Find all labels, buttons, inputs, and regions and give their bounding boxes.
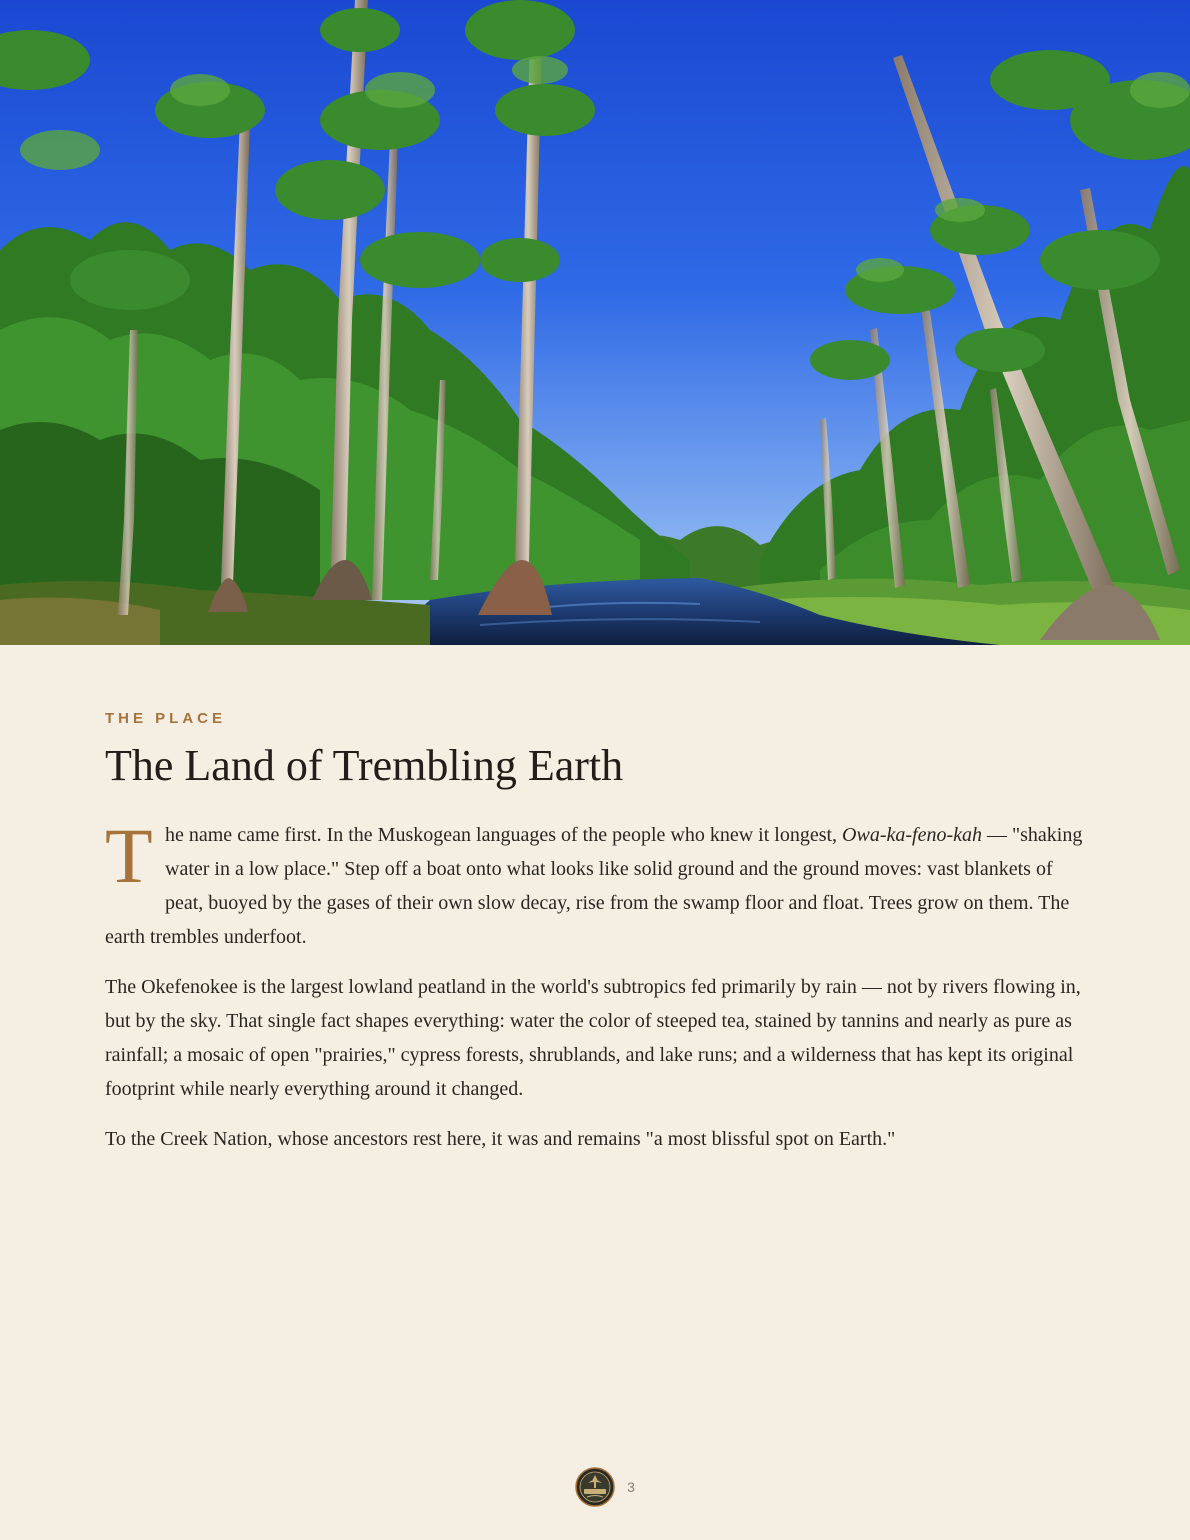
paragraph-okefenokee: The Okefenokee is the largest lowland peatland in the world's subtropics fed primarily by rain — not by rivers flowing in, but by the sky. That single fact shapes everything: water the color of steeped tea, stained by tannins and nearly as pure as rainfall; a mosaic of open "prairies," cypress forests, shrublands, and lake runs; and a wilderness that has kept its original footprint while nearly everything around it changed. bbox=[105, 976, 1081, 1100]
page-title: The Land of Trembling Earth bbox=[105, 741, 624, 790]
paragraph-intro-text-a: he name came first. In the Muskogean languages of the people who knew it longest, bbox=[165, 824, 843, 846]
cypress-swamp-image bbox=[0, 0, 1190, 645]
page-footer bbox=[0, 1466, 1190, 1508]
article bbox=[105, 708, 1085, 1172]
paragraph-intro-italic: Owa-ka-feno-kah bbox=[842, 824, 982, 846]
paragraph-intro-text-b: — "shaking water in a low place." Step off a boat onto what looks like solid ground and the ground moves: vast blankets of peat, buoyed by the gases of their own slow decay, rise from the swamp floor and float. Trees grow on them. The earth trembles underfoot. bbox=[105, 824, 1083, 948]
blackwater-logo-icon bbox=[575, 1467, 615, 1507]
paragraph-creek-nation: To the Creek Nation, whose ancestors rest here, it was and remains "a most blissful spot on Earth." bbox=[105, 1128, 896, 1150]
page-number: 3 bbox=[627, 1479, 635, 1495]
hero-photo bbox=[0, 0, 1190, 645]
section-kicker: THE PLACE bbox=[105, 710, 227, 727]
footer-inner bbox=[575, 1467, 635, 1507]
paragraph-intro bbox=[105, 812, 1085, 954]
drop-cap: T bbox=[105, 812, 153, 899]
